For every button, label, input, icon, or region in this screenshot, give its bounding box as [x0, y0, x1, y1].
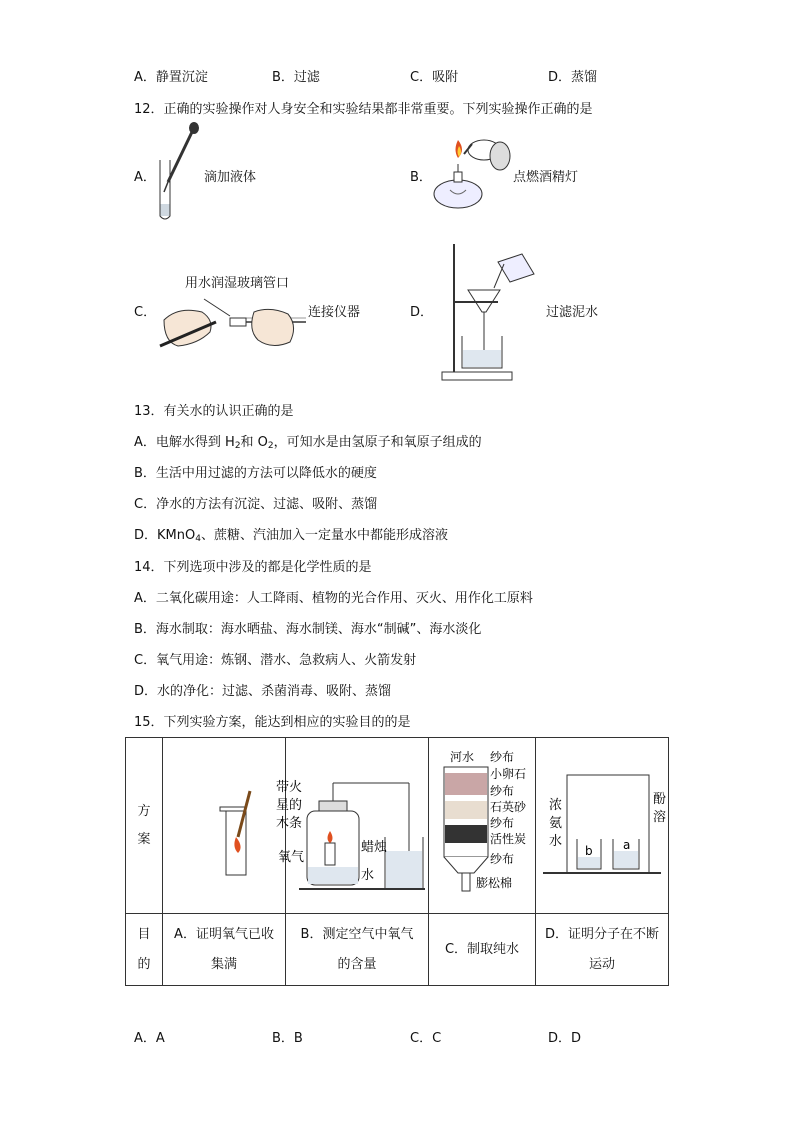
air-oxygen-figure: [287, 739, 427, 909]
molecule-motion-figure: [537, 739, 667, 909]
purpose-b: B．测定空气中氧气 的含量: [286, 914, 429, 986]
q13-option-c: C．净水的方法有沉淀、过滤、吸附、蒸馏: [134, 497, 378, 512]
q14-option-a: A．二氧化碳用途：人工降雨、植物的光合作用、灭火、用作化工原料: [134, 591, 533, 606]
q13-option-d: D．KMnO$_4$、蔗糖、汽油加入一定量水中都能形成溶液: [134, 528, 448, 544]
q12-a-letter: A．: [134, 170, 156, 185]
q12-c-caption: 用水润湿玻璃管口: [185, 276, 290, 291]
q11-option-c: C．吸附: [410, 70, 459, 85]
purpose-c: C．制取纯水: [429, 914, 536, 986]
fig-d-cell: [536, 738, 669, 914]
q11-option-a: A．静置沉淀: [134, 70, 208, 85]
connecting-apparatus-figure: [158, 290, 308, 355]
alcohol-lamp-figure: [428, 128, 518, 220]
fig-a-cell: [163, 738, 305, 914]
q15-option-b: B．B: [272, 1031, 303, 1046]
dropper-test-tube-figure: [152, 120, 202, 225]
fig-d-label-7: 溶: [653, 809, 667, 825]
fig-d-label-4: b: [585, 843, 593, 858]
purpose-a: A．证明氧气已收 集满: [163, 914, 286, 986]
q12-c-label: 连接仪器: [308, 305, 361, 320]
q14-option-d: D．水的净化：过滤、杀菌消毒、吸附、蒸馏: [134, 684, 392, 699]
fig-a-label-1: 带火: [276, 779, 303, 795]
fig-c-label-7: 活性炭: [490, 831, 527, 846]
q13-option-a: A．电解水得到 $H_2$和 $O_2$，可知水是由氢原子和氧原子组成的: [134, 435, 482, 451]
fig-c-cell: [429, 738, 536, 914]
q14-option-c: C．氧气用途：炼钢、潜水、急救病人、火箭发射: [134, 653, 417, 668]
q12-d-letter: D．: [410, 305, 434, 320]
q12-b-letter: B．: [410, 170, 432, 185]
fig-a-label-4: 氧气: [278, 849, 305, 865]
water-purifier-figure: [430, 739, 534, 909]
fig-b-cell: [286, 738, 429, 914]
fig-c-label-2: 纱布: [490, 749, 515, 764]
filtration-figure: [438, 240, 538, 382]
fig-d-label-5: a: [623, 837, 631, 852]
q15-option-a: A．A: [134, 1031, 165, 1046]
q11-option-d: D．蒸馏: [548, 70, 598, 85]
fig-c-label-8: 纱布: [490, 851, 515, 866]
fig-c-label-9: 膨松棉: [476, 875, 513, 890]
q12-stem: 12．正确的实验操作对人身安全和实验结果都非常重要。下列实验操作正确的是: [134, 102, 593, 117]
q12-c-letter: C．: [134, 305, 157, 320]
fig-d-label-3: 水: [549, 833, 563, 849]
q15-option-c: C．C: [410, 1031, 442, 1046]
fig-c-label-3: 小卵石: [490, 766, 527, 781]
fig-c-label-5: 石英砂: [490, 799, 527, 814]
fig-a-label-2: 星的: [276, 797, 303, 813]
fig-b-label-1: 蜡烛: [361, 839, 388, 855]
purpose-d: D．证明分子在不断 运动: [536, 914, 669, 986]
oxygen-test-figure: [164, 739, 305, 909]
q15-option-d: D．D: [548, 1031, 582, 1046]
row-header-purpose: 目 的: [126, 914, 163, 986]
q12-d-label: 过滤泥水: [546, 305, 599, 320]
fig-d-label-2: 氨: [549, 815, 563, 831]
fig-a-label-3: 木条: [276, 815, 303, 831]
q14-stem: 14．下列选项中涉及的都是化学性质的是: [134, 560, 372, 575]
q12-b-label: 点燃酒精灯: [513, 170, 579, 185]
fig-c-label-4: 纱布: [490, 783, 515, 798]
q13-option-b: B．生活中用过滤的方法可以降低水的硬度: [134, 466, 377, 481]
q12-a-label: 滴加液体: [204, 170, 257, 185]
fig-b-label-2: 水: [361, 867, 375, 883]
q14-option-b: B．海水制取：海水晒盐、海水制镁、海水“制碱”、海水淡化: [134, 622, 482, 637]
fig-d-label-6: 酚: [653, 791, 667, 807]
fig-c-label-1: 河水: [450, 749, 475, 764]
fig-d-label-1: 浓: [549, 797, 563, 813]
q13-stem: 13．有关水的认识正确的是: [134, 404, 294, 419]
row-header-scheme: 方 案: [126, 738, 163, 914]
q11-option-b: B．过滤: [272, 70, 320, 85]
q15-stem: 15．下列实验方案，能达到相应的实验目的的是: [134, 715, 411, 730]
fig-c-label-6: 纱布: [490, 815, 515, 830]
q15-scheme-table: [125, 737, 669, 986]
